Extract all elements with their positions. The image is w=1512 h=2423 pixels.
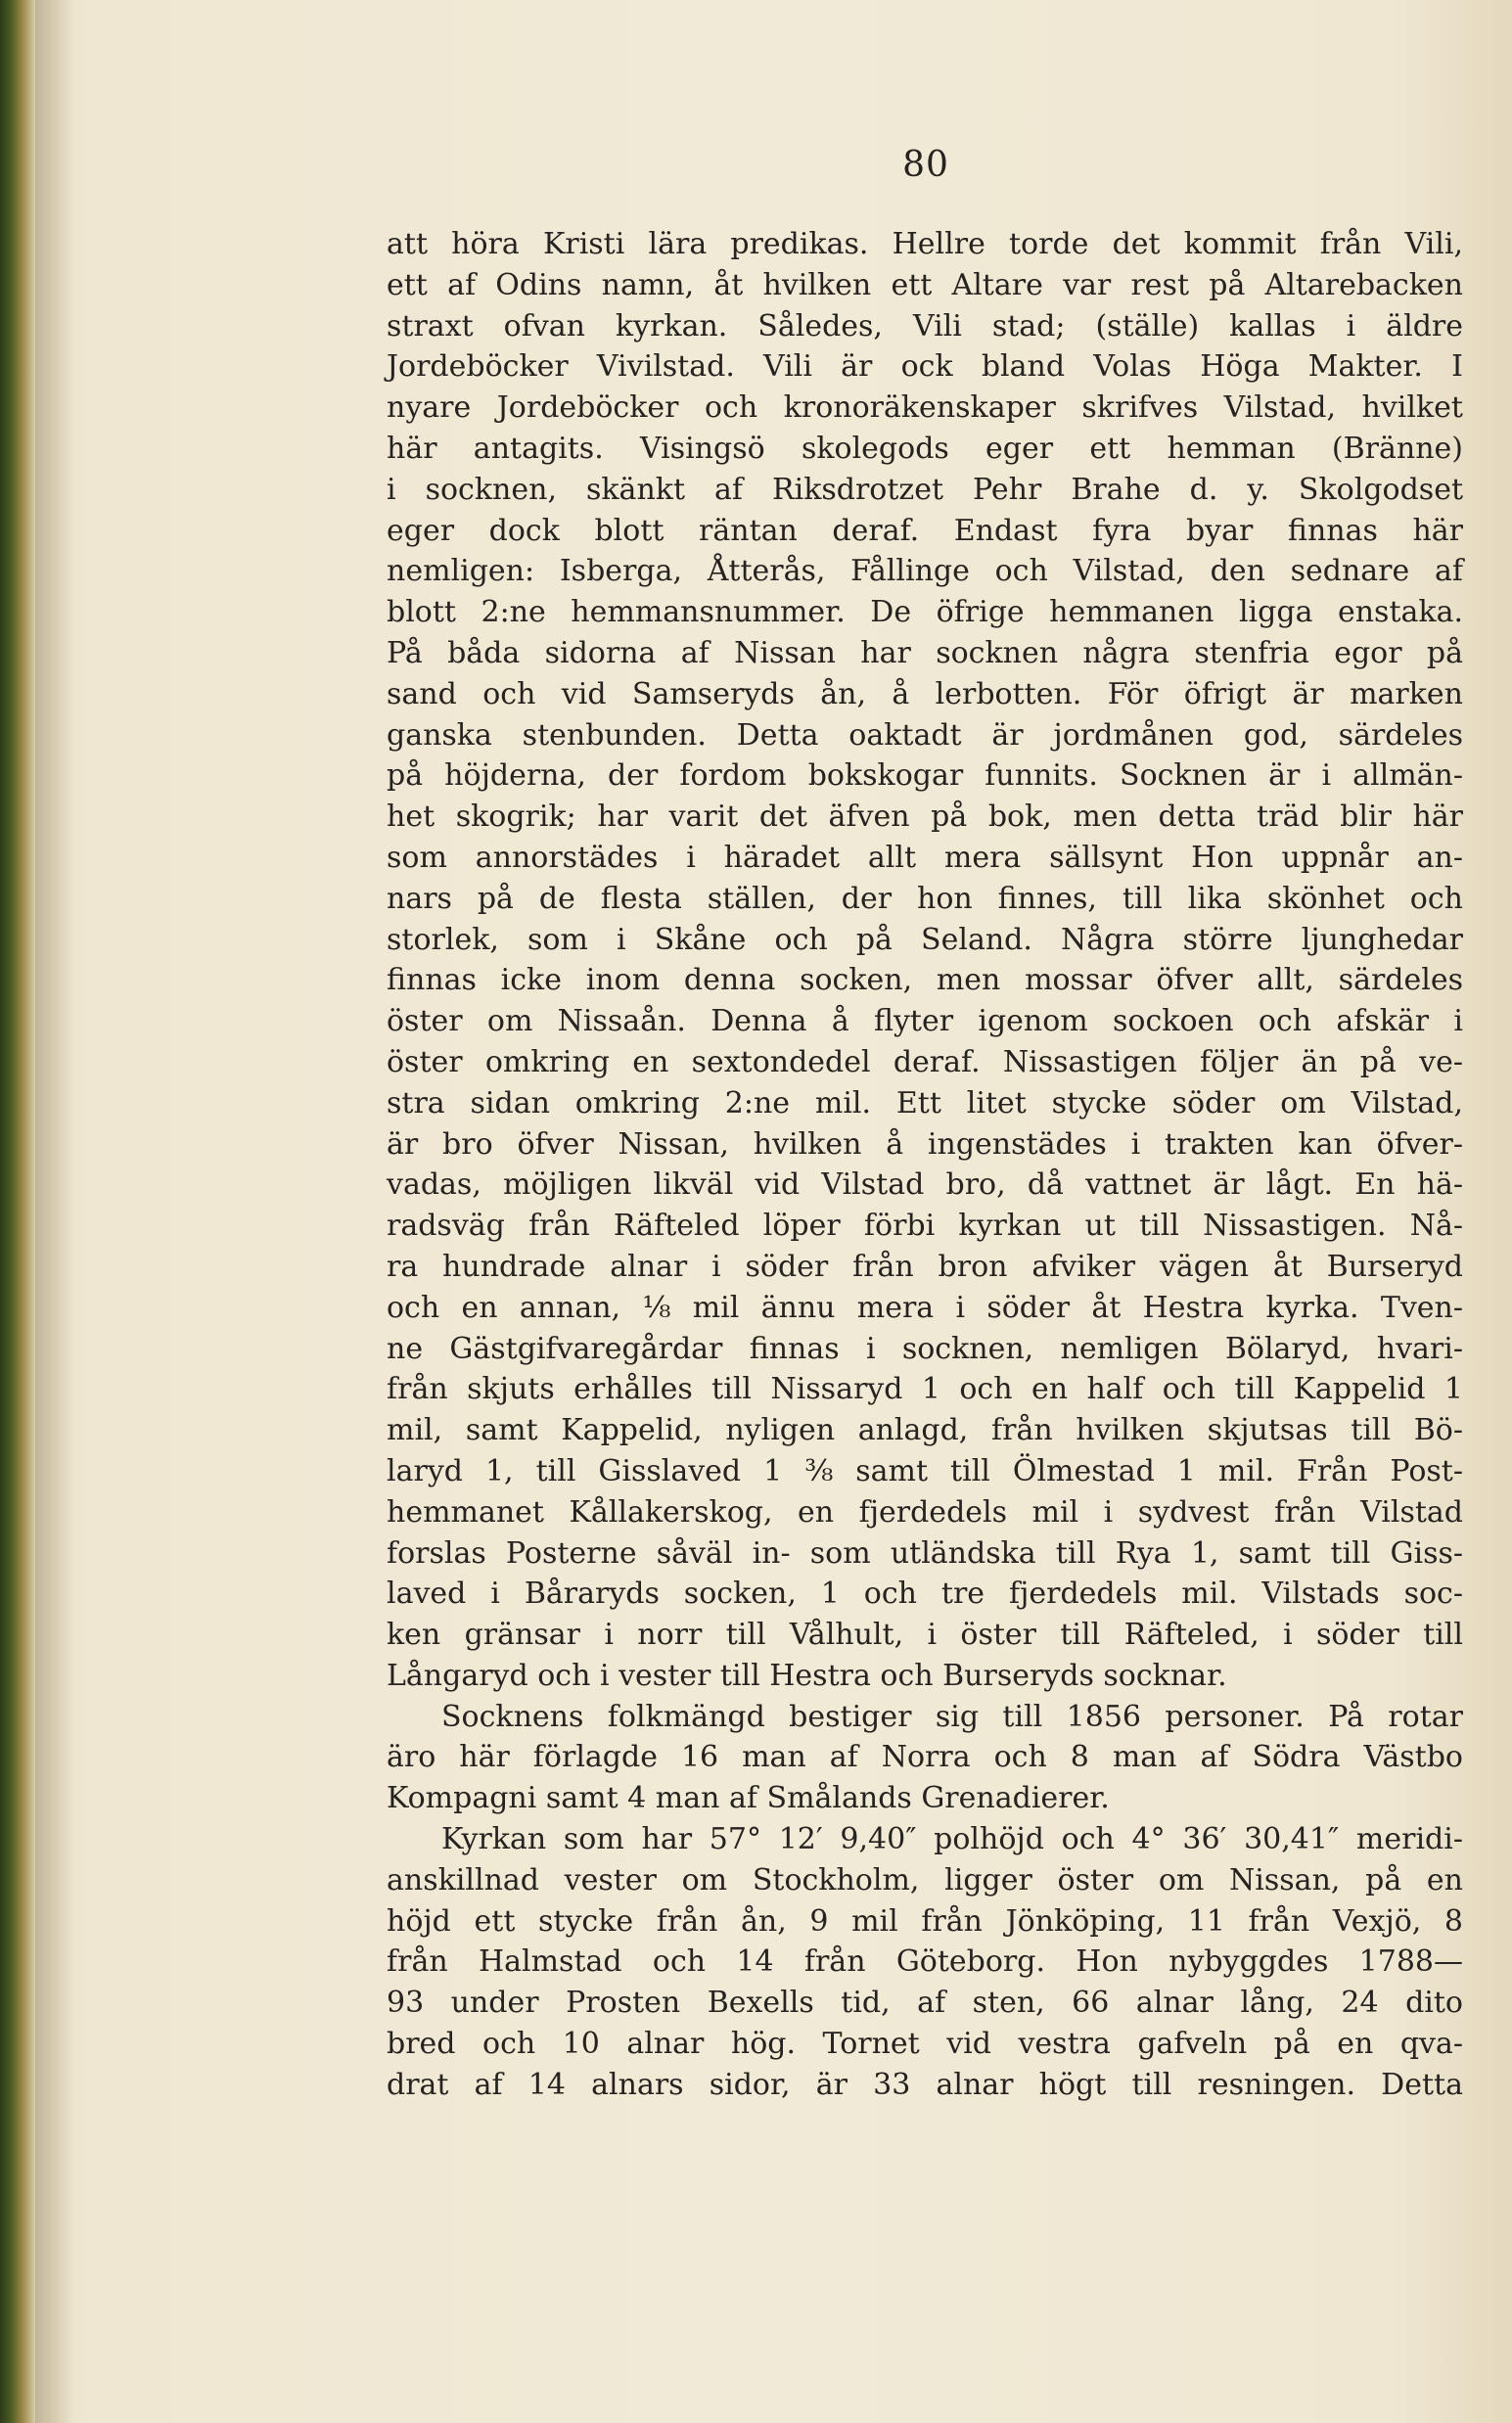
text-line: sand och vid Samseryds ån, å lerbotten. För öfrigt är marken	[387, 676, 1463, 711]
text-line: Jordeböcker Vivilstad. Vili är ock bland Volas Höga Makter. I	[387, 349, 1463, 385]
text-line: bred och 10 alnar hög. Tornet vid vestra gafveln på en qva-	[387, 2027, 1463, 2062]
text-line: nars på de flesta ställen, der hon finnes, till lika skönhet och	[387, 881, 1463, 916]
text-line: Socknens folkmängd bestiger sig till 1856 personer. På rotar	[441, 1699, 1463, 1734]
text-line: anskillnad vester om Stockholm, ligger öster om Nissan, på en	[387, 1862, 1463, 1897]
text-line: ne Gästgifvaregårdar finnas i socknen, nemligen Bölaryd, hvari-	[387, 1331, 1463, 1366]
text-line: äro här förlagde 16 man af Norra och 8 man af Södra Västbo	[387, 1740, 1463, 1775]
text-line: är bro öfver Nissan, hvilken å ingenstädes i trakten kan öfver-	[387, 1126, 1463, 1162]
text-line: radsväg från Räfteled löper förbi kyrkan ut till Nissastigen. Nå-	[387, 1209, 1463, 1244]
text-line: nyare Jordeböcker och kronoräkenskaper skrifves Vilstad, hvilket	[387, 390, 1463, 426]
text-line: på höjderna, der fordom bokskogar funnits. Socknen är i allmän-	[387, 758, 1463, 794]
book-binding	[0, 0, 35, 2423]
text-line: Långaryd och i vester till Hestra och Burseryds socknar.	[387, 1658, 1227, 1693]
body-text	[387, 224, 1463, 2106]
text-line: finnas icke inom denna socken, men mossar öfver allt, särdeles	[387, 963, 1463, 998]
text-line: höjd ett stycke från ån, 9 mil från Jönköping, 11 från Vexjö, 8	[387, 1903, 1463, 1939]
text-line: storlek, som i Skåne och på Seland. Några större ljunghedar	[387, 922, 1463, 957]
text-line: stra sidan omkring 2:ne mil. Ett litet stycke söder om Vilstad,	[387, 1085, 1463, 1120]
text-line: öster omkring en sextondedel deraf. Nissastigen följer än på ve-	[387, 1044, 1463, 1079]
text-line: ganska stenbunden. Detta oaktadt är jordmånen god, särdeles	[387, 717, 1463, 753]
text-line: Kyrkan som har 57° 12′ 9,40″ polhöjd och 4° 36′ 30,41″ meridi-	[441, 1822, 1463, 1857]
text-line: som annorstädes i häradet allt mera sällsynt Hon uppnår an-	[387, 840, 1463, 875]
text-line: blott 2:ne hemmansnummer. De öfrige hemmanen ligga enstaka.	[387, 595, 1463, 630]
text-line: vadas, möjligen likväl vid Vilstad bro, då vattnet är lågt. En hä-	[387, 1167, 1463, 1203]
text-line: forslas Posterne såväl in- som utländska till Rya 1, samt till Giss-	[387, 1535, 1463, 1571]
text-line: från skjuts erhålles till Nissaryd 1 och en half och till Kappelid 1	[387, 1372, 1463, 1407]
text-line: 93 under Prosten Bexells tid, af sten, 66 alnar lång, 24 dito	[387, 1986, 1463, 2021]
text-line: i socknen, skänkt af Riksdrotzet Pehr Brahe d. y. Skolgodset	[387, 472, 1463, 507]
text-line: drat af 14 alnars sidor, är 33 alnar högt till resningen. Detta	[387, 2067, 1463, 2102]
page-number: 80	[902, 145, 949, 185]
text-line: eger dock blott räntan deraf. Endast fyra byar finnas här	[387, 513, 1463, 548]
text-line: laryd 1, till Gisslaved 1 ⅜ samt till Ölmestad 1 mil. Från Post-	[387, 1453, 1463, 1488]
text-line: att höra Kristi lära predikas. Hellre torde det kommit från Vili,	[387, 227, 1463, 261]
text-line: här antagits. Visingsö skolegods eger ett hemman (Bränne)	[387, 431, 1463, 466]
text-line: På båda sidorna af Nissan har socknen några stenfria egor på	[387, 635, 1463, 670]
text-line: hemmanet Kållakerskog, en fjerdedels mil i sydvest från Vilstad	[387, 1494, 1463, 1530]
text-line: laved i Båraryds socken, 1 och tre fjerdedels mil. Vilstads soc-	[387, 1577, 1463, 1612]
text-line: nemligen: Isberga, Åtterås, Fållinge och Vilstad, den sednare af	[387, 554, 1463, 589]
binding-shadow	[35, 0, 74, 2423]
text-line: ra hundrade alnar i söder från bron afviker vägen åt Burseryd	[387, 1249, 1463, 1284]
text-line: het skogrik; har varit det äfven på bok, men detta träd blir här	[387, 800, 1463, 835]
text-line: ett af Odins namn, åt hvilken ett Altare var rest på Altarebacken	[387, 267, 1463, 302]
text-line: öster om Nissaån. Denna å flyter igenom sockoen och afskär i	[387, 1004, 1463, 1039]
text-line: från Halmstad och 14 från Göteborg. Hon nybyggdes 1788—	[387, 1944, 1463, 1980]
text-line: och en annan, ⅛ mil ännu mera i söder åt Hestra kyrka. Tven-	[387, 1290, 1463, 1325]
text-line: straxt ofvan kyrkan. Således, Vili stad; (ställe) kallas i äldre	[387, 308, 1463, 343]
text-line: Kompagni samt 4 man af Smålands Grenadierer.	[387, 1781, 1110, 1816]
text-line: ken gränsar i norr till Vålhult, i öster till Räfteled, i söder till	[387, 1618, 1463, 1653]
text-line: mil, samt Kappelid, nyligen anlagd, från hvilken skjutsas till Bö-	[387, 1413, 1463, 1448]
